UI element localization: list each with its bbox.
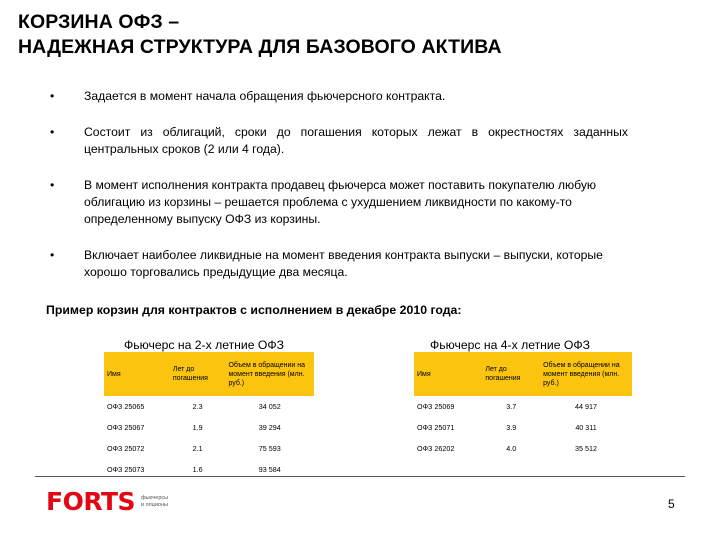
- cell-years: 2.1: [192, 444, 203, 453]
- cell-name: ОФЗ 25071: [417, 423, 455, 432]
- cell-volume: 93 584: [258, 465, 281, 474]
- cell-name: ОФЗ 25065: [107, 402, 145, 411]
- example-heading: Пример корзин для контрактов с исполнением в декабре 2010 года:: [46, 303, 462, 317]
- bullet-text: Задается в момент начала обращения фьючерсного контракта.: [84, 89, 446, 103]
- cell-name: ОФЗ 25072: [107, 444, 145, 453]
- header-years: Лет до погашения: [482, 352, 540, 396]
- cell-years: 3.7: [506, 402, 517, 411]
- cell-years: 3.9: [506, 423, 517, 432]
- bullet-marker: •: [50, 125, 55, 139]
- table-row: [414, 396, 632, 417]
- cell-volume: 34 052: [258, 402, 281, 411]
- footer-divider: [35, 476, 685, 477]
- title-line-1: КОРЗИНА ОФЗ –: [18, 11, 180, 33]
- header-years: Лет до погашения: [170, 352, 226, 396]
- page-number: 5: [668, 497, 675, 511]
- table-header-row: [104, 352, 314, 396]
- bullet-item: [50, 88, 628, 105]
- right-basket-table: [414, 352, 632, 459]
- table-row: [104, 396, 314, 417]
- header-volume: Объем в обращении на момент введения (млн. руб.): [540, 352, 632, 396]
- bullet-item: [50, 247, 628, 281]
- bullet-marker: •: [50, 89, 55, 103]
- bullet-item: [50, 124, 628, 158]
- cell-name: ОФЗ 25069: [417, 402, 455, 411]
- cell-years: 2.3: [192, 402, 203, 411]
- cell-volume: 35 512: [575, 444, 598, 453]
- cell-name: ОФЗ 25067: [107, 423, 145, 432]
- bullet-marker: •: [50, 178, 55, 192]
- table-row: [104, 438, 314, 459]
- cell-years: 1.9: [192, 423, 203, 432]
- left-table-caption: Фьючерс на 2-х летние ОФЗ: [124, 338, 284, 352]
- cell-volume: 39 294: [258, 423, 281, 432]
- bullet-text: Состоит из облигаций, сроки до погашения которых лежат в окрестностях заданных центральных сроков (2 или 4 года).: [84, 125, 628, 156]
- header-name: Имя: [414, 352, 482, 396]
- bullet-text: В момент исполнения контракта продавец фьючерса может поставить покупателю любую облигацию из корзины – решается проблема с ухудшением ликвидности по какому-то определенному выпуску ОФЗ из корзины.: [84, 178, 597, 226]
- cell-volume: 75 593: [258, 444, 281, 453]
- bullet-item: [50, 177, 628, 228]
- header-name: Имя: [104, 352, 170, 396]
- logo-subtitle: [141, 495, 168, 509]
- cell-name: ОФЗ 26202: [417, 444, 455, 453]
- logo-subtitle-line-1: фьючерсы: [141, 494, 169, 501]
- header-volume: Объем в обращении на момент введения (млн. руб.): [225, 352, 314, 396]
- bullet-list: [50, 88, 628, 281]
- cell-volume: 44 917: [575, 402, 598, 411]
- forts-logo: [46, 489, 168, 514]
- cell-name: ОФЗ 25073: [107, 465, 145, 474]
- logo-wordmark: FORTS: [46, 487, 136, 516]
- title-line-2: НАДЕЖНАЯ СТРУКТУРА ДЛЯ БАЗОВОГО АКТИВА: [18, 36, 502, 58]
- table-row: [104, 417, 314, 438]
- table-header-row: [414, 352, 632, 396]
- left-basket-table: [104, 352, 314, 480]
- bullet-marker: •: [50, 248, 55, 262]
- cell-years: 4.0: [506, 444, 517, 453]
- logo-subtitle-line-2: и опционы: [141, 501, 168, 508]
- cell-years: 1.6: [192, 465, 203, 474]
- table-row: [414, 417, 632, 438]
- table-row: [414, 438, 632, 459]
- page-title: [18, 10, 502, 60]
- cell-volume: 40 311: [575, 423, 597, 432]
- bullet-text: Включает наиболее ликвидные на момент введения контракта выпуски – выпуски, которые хорошо торговались предыдущие два месяца.: [84, 248, 603, 279]
- right-table-caption: Фьючерс на 4-х летние ОФЗ: [430, 338, 590, 352]
